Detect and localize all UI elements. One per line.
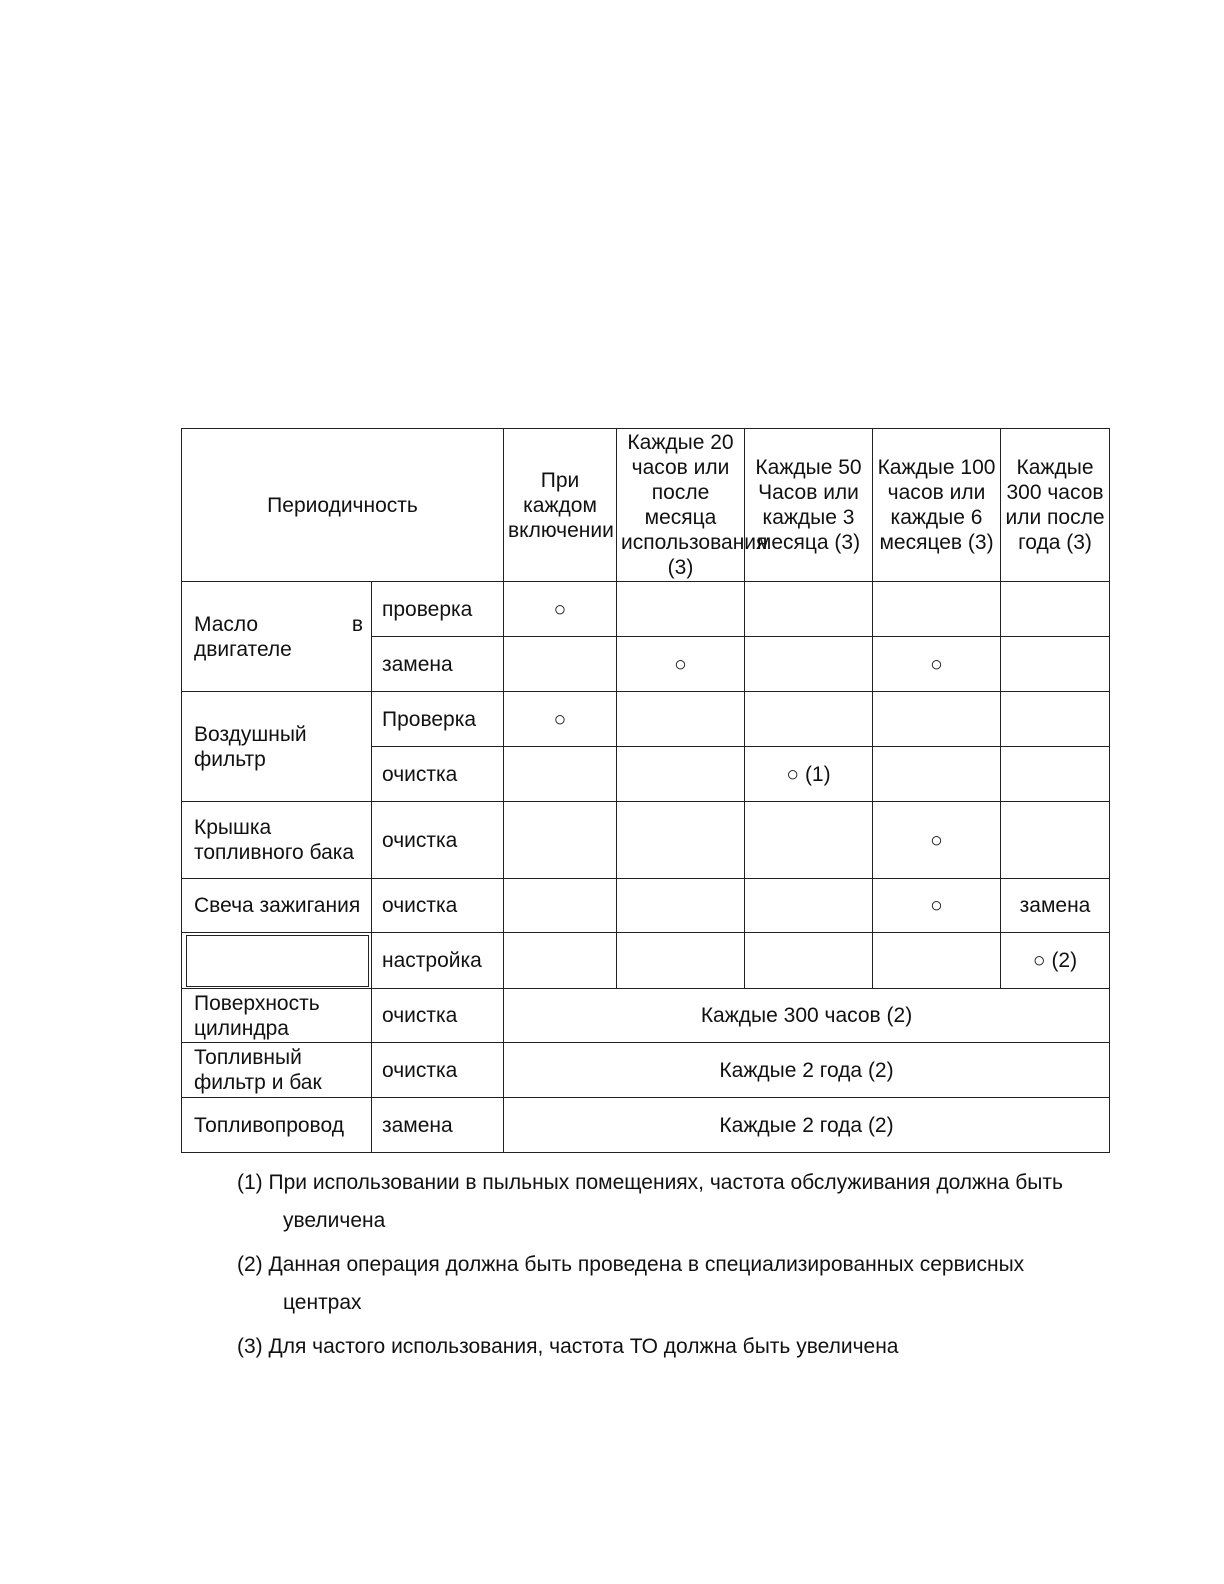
empty-cell (504, 802, 617, 879)
empty-cell (745, 879, 873, 933)
header-periodicity: Периодичность (182, 429, 504, 582)
footnote-text: (2) Данная операция должна быть проведена в специализированных сервисных (237, 1253, 1025, 1276)
item-engine-oil: Масло в двигателе (182, 582, 372, 692)
empty-cell (745, 582, 873, 637)
footnote-text: (3) Для частого использования, частота ТО должна быть увеличена (237, 1335, 899, 1358)
op-clean: очистка (372, 879, 504, 933)
empty-cell (504, 879, 617, 933)
footnote-2 (237, 1246, 1137, 1322)
interval-cell: Каждые 2 года (2) (504, 1043, 1110, 1098)
mark-cell: ○ (873, 879, 1001, 933)
empty-item-cell (182, 933, 372, 989)
empty-cell (617, 879, 745, 933)
empty-box (186, 935, 369, 987)
item-fuel-line: Топливопровод (182, 1098, 372, 1153)
footnote-text: (1) При использовании в пыльных помещениях, частота обслуживания должна быть (237, 1171, 1063, 1194)
header-20-hours: Каждые 20 часов или после месяца использования (3) (617, 429, 745, 582)
table-row (182, 802, 1110, 879)
header-each-start: При каждом включении (504, 429, 617, 582)
empty-cell (1001, 637, 1110, 692)
table-row (182, 1043, 1110, 1098)
empty-cell (617, 933, 745, 989)
footnote-3 (237, 1328, 1137, 1366)
item-fuel-tank-cap: Крышка топливного бака (182, 802, 372, 879)
empty-cell (1001, 582, 1110, 637)
op-check: проверка (372, 582, 504, 637)
mark-cell: ○ (617, 637, 745, 692)
empty-cell (745, 802, 873, 879)
table-row (182, 879, 1110, 933)
op-check: Проверка (372, 692, 504, 747)
replace-cell: замена (1001, 879, 1110, 933)
footnotes (237, 1164, 1137, 1372)
table-row (182, 692, 1110, 747)
mark-cell: ○ (873, 637, 1001, 692)
op-clean: очистка (372, 802, 504, 879)
op-replace: замена (372, 637, 504, 692)
empty-cell (504, 747, 617, 802)
empty-cell (504, 637, 617, 692)
empty-cell (617, 582, 745, 637)
empty-cell (617, 802, 745, 879)
op-adjust: настройка (372, 933, 504, 989)
op-clean: очистка (372, 989, 504, 1043)
empty-cell (873, 692, 1001, 747)
header-100-hours: Каждые 100 часов или каждые 6 месяцев (3) (873, 429, 1001, 582)
footnote-text: центрах (283, 1291, 362, 1314)
table-row (182, 989, 1110, 1043)
empty-cell (1001, 802, 1110, 879)
empty-cell (873, 747, 1001, 802)
header-300-hours: Каждые 300 часов или после года (3) (1001, 429, 1110, 582)
empty-cell (504, 933, 617, 989)
table-row (182, 582, 1110, 637)
empty-cell (873, 582, 1001, 637)
op-replace: замена (372, 1098, 504, 1153)
maintenance-schedule-table (181, 428, 1110, 1153)
interval-cell: Каждые 2 года (2) (504, 1098, 1110, 1153)
footnote-text: увеличена (283, 1209, 386, 1232)
header-50-hours: Каждые 50 Часов или каждые 3 месяца (3) (745, 429, 873, 582)
empty-cell (1001, 692, 1110, 747)
mark-note-cell: ○ (1) (745, 747, 873, 802)
footnote-1 (237, 1164, 1137, 1240)
item-air-filter: Воздушный фильтр (182, 692, 372, 802)
empty-cell (873, 933, 1001, 989)
item-fuel-filter: Топливный фильтр и бак (182, 1043, 372, 1098)
empty-cell (745, 692, 873, 747)
op-clean: очистка (372, 1043, 504, 1098)
table-row (182, 1098, 1110, 1153)
mark-cell: ○ (504, 692, 617, 747)
mark-note-cell: ○ (2) (1001, 933, 1110, 989)
item-cylinder-surface: Поверхность цилиндра (182, 989, 372, 1043)
empty-cell (617, 747, 745, 802)
interval-cell: Каждые 300 часов (2) (504, 989, 1110, 1043)
op-clean: очистка (372, 747, 504, 802)
empty-cell (745, 933, 873, 989)
mark-cell: ○ (873, 802, 1001, 879)
empty-cell (1001, 747, 1110, 802)
item-spark-plug: Свеча зажигания (182, 879, 372, 933)
table-row (182, 933, 1110, 989)
mark-cell: ○ (504, 582, 617, 637)
empty-cell (745, 637, 873, 692)
empty-cell (617, 692, 745, 747)
header-row (182, 429, 1110, 582)
